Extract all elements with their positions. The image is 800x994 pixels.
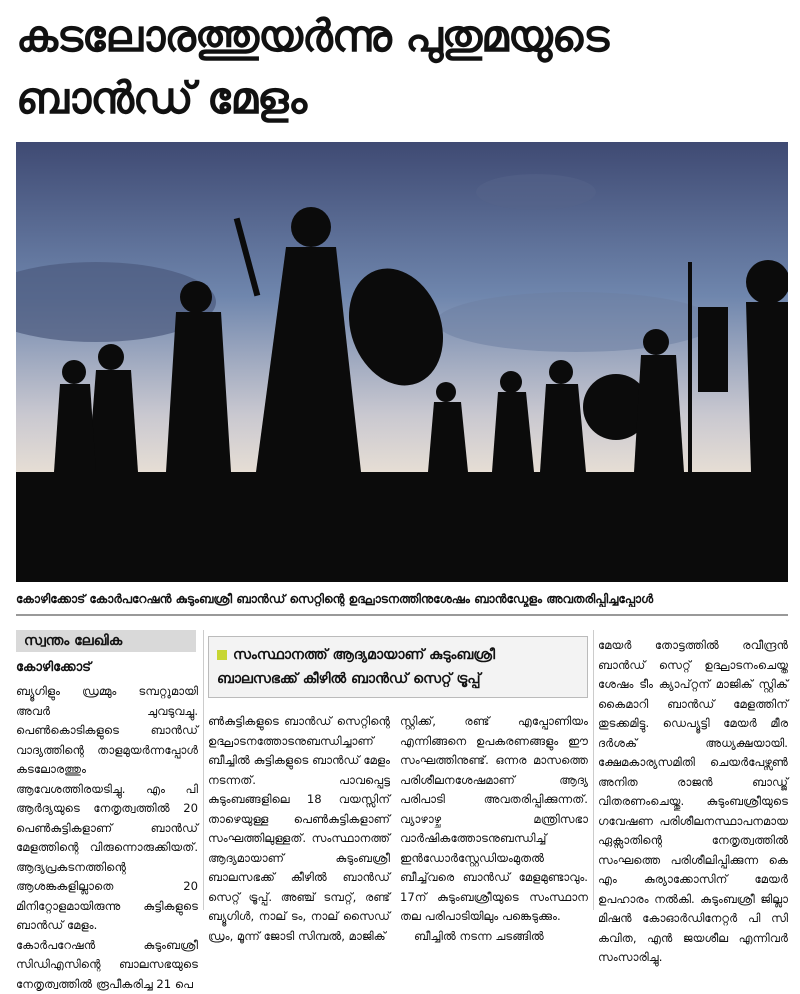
- dateline: കോഴിക്കോട്: [16, 660, 91, 675]
- photo-caption: കോഴിക്കോട് കോർപറേഷൻ കുടുംബശ്രീ ബാൻഡ് സെറ്റിന്റെ ഉദ്ഘാടനത്തിനുശേഷം ബാൻഡ്മേളം അവതരിപ്പിച്ചപ്പോൾ: [16, 592, 788, 607]
- paragraph: ബ്യൂഗിളും ഡ്രമ്മും ടമ്പറ്റുമായി അവർ ചുവടുവച്ചു. പെൺകൊടികളുടെ ബാൻഡ് വാദ്യത്തിന്റെ താളമുയർന്നപ്പോൾ കടലോരത്തും ആവേശത്തിരയടിച്ചു. എം പി ആർദ്യയുടെ നേതൃത്വത്തിൽ 20 പെൺകുട്ടികളാണ് ബാൻഡ് മേളത്തിന്റെ വിരുന്നൊരുക്കിയത്. ആദ്യപ്രകടനത്തിന്റെ ആശങ്കകളില്ലാതെ 20 മിനിറ്റോളമായിരുന്നു കുട്ടികളുടെ ബാൻഡ് മേളം.: [16, 682, 198, 936]
- column-divider: [593, 630, 594, 910]
- paragraph: കോർപറേഷൻ കുടുംബശ്രീ സിഡിഎസിന്റെ ബാലസഭയുടെ നേതൃത്വത്തിൽ രൂപീകരിച്ച 21 പെ: [16, 936, 198, 994]
- paragraph: മേയർ തോട്ടത്തിൽ രവീന്ദ്രൻ ബാൻഡ് സെറ്റ് ഉദ്ഘാടനംചെയ്ത ശേഷം ടീം ക്യാപ്റ്റന് മാജിക് സ്റ്റിക് കൈമാറി ബാൻഡ് മേളത്തിന് തുടക്കമിട്ടു. ഡെപ്യൂട്ടി മേയർ മീര ദർശക് അധ്യക്ഷയായി. ക്ഷേമകാര്യസമിതി ചെയർപേഴ്സൺ അനിത രാജൻ ബാഡ്ജ് വിതരണംചെയ്തു. കുടുംബശ്രീയുടെ ഗവേഷണ പരിശീലനസ്ഥാപനമായ ഏക്സാതിന്റെ നേതൃത്വത്തിൽ സംഘത്തെ പരിശീലിപ്പിക്കുന്ന കെ എം കുര്യാക്കോസിന് മേയർ ഉപഹാരം നൽകി. കുടുംബശ്രീ ജില്ലാ മിഷൻ കോഓർഡിനേറ്റർ പി സി കവിത, എൻ ജയശീല എന്നിവർ സംസാരിച്ചു.: [598, 636, 788, 968]
- column-divider: [203, 630, 204, 910]
- paragraph: ബീച്ചിൽ നടന്ന ചടങ്ങിൽ: [400, 927, 588, 947]
- band-photo: [16, 142, 788, 582]
- pull-quote: [208, 636, 588, 698]
- article-column-3: [400, 712, 588, 946]
- article-column-1: [16, 682, 198, 994]
- pull-quote-line: സംസ്ഥാനത്ത് ആദ്യമായാണ് കുടുംബശ്രീ: [233, 647, 495, 663]
- byline: സ്വന്തം ലേഖിക: [16, 630, 196, 652]
- paragraph: സ്റ്റിക്ക്, രണ്ട് എപ്പോണിയം എന്നിങ്ങനെ ഉപകരണങ്ങളും ഈ സംഘത്തിനുണ്ട്. ഒന്നര മാസത്തെ പരിശീലനശേഷമാണ് ആദ്യ പരിപാടി അവതരിപ്പിക്കുന്നത്. വ്യാഴാഴ്ച മന്ത്രിസഭാ വാർഷികത്തോടനുബന്ധിച്ച് ഇൻഡോർസ്റ്റേഡിയംമുതൽ ബീച്ച്‌വരെ ബാൻഡ് മേളമുണ്ടാവും. 17ന് കുടുംബശ്രീയുടെ സംസ്ഥാന തല പരിപാടിയിലും പങ്കെടുക്കും.: [400, 712, 588, 927]
- paragraph: ൺകുട്ടികളുടെ ബാൻഡ് സെറ്റിന്റെ ഉദ്ഘാടനത്തോടനുബന്ധിച്ചാണ് ബീച്ചിൽ കുട്ടികളുടെ ബാൻഡ് മേളം നടന്നത്. പാവപ്പെട്ട കുടുംബങ്ങളിലെ 18 വയസ്സിന് താഴെയുള്ള പെൺകുട്ടികളാണ് സംഘത്തിലുള്ളത്. സംസ്ഥാനത്ത് ആദ്യമായാണ് കുടുംബശ്രീ ബാലസഭക്ക് കീഴിൽ ബാൻഡ് സെറ്റ് ട്രൂപ്പ്. അഞ്ച് ടമ്പറ്റ്, രണ്ട് ബ്യൂഗിൾ, നാല് ടം, നാല് സൈഡ് ഡ്രം, മൂന്ന് ജോടി സിമ്പൽ, മാജിക്: [208, 712, 390, 946]
- bullet-square-icon: [217, 650, 227, 660]
- caption-divider: [16, 614, 788, 616]
- article-column-2: [208, 712, 390, 946]
- pull-quote-line: ബാലസഭക്ക് കീഴിൽ ബാൻഡ് സെറ്റ് ട്രൂപ്പ്: [217, 667, 579, 691]
- headline: കടലോരത്തുയർന്നു പുതുമയുടെ ബാൻഡ് മേളം: [16, 6, 786, 130]
- article-column-4: [598, 636, 788, 968]
